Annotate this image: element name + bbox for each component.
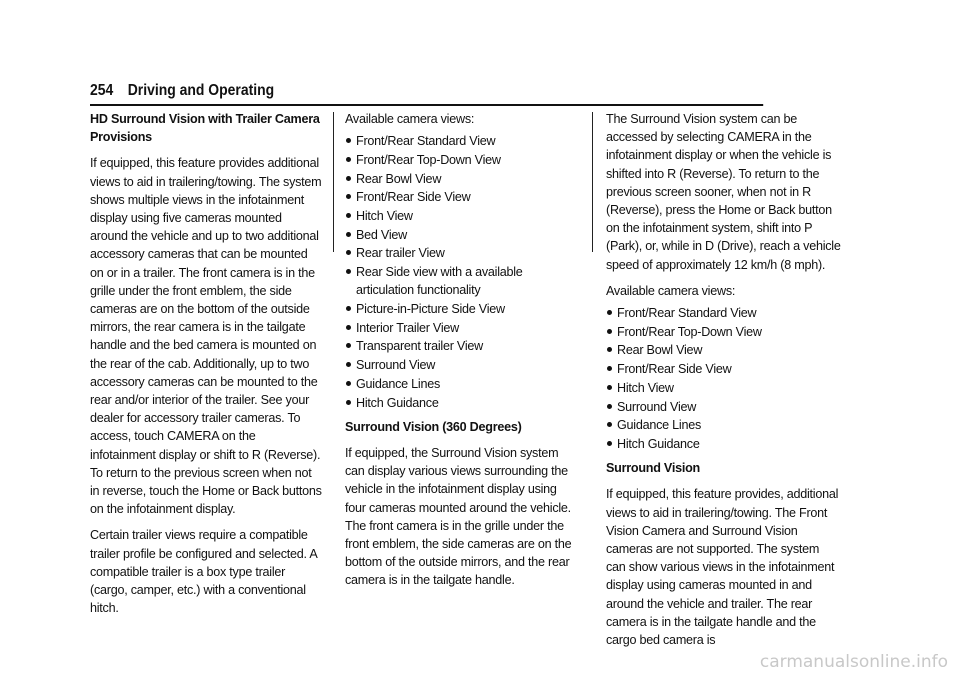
list-item: Front/Rear Side View [345,188,577,206]
list-item: Surround View [606,398,841,416]
list-item: Rear Bowl View [606,341,841,359]
section-title: Driving and Operating [127,82,275,99]
camera-views-list [606,304,841,453]
paragraph: The Surround Vision system can be accessed by selecting CAMERA in the infotainment display or when the vehicle is shifted into R (Reverse). To return to the previous screen sooner, when not in R (Reverse), press the Home or Back button on the infotainment system, shift into P (Park), or, while in D (Drive), reach a vehicle speed of approximately 12 km/h (8 mph). [606,112,841,272]
list-item: Picture-in-Picture Side View [345,300,577,318]
list-item: Rear Side view with a available articulation functionality [345,263,577,299]
section-heading-surround-360: Surround Vision (360 Degrees) [345,419,522,434]
list-item: Guidance Lines [345,375,577,393]
list-item: Hitch View [345,207,577,225]
watermark: carmanualsonline.info [759,652,948,672]
list-item: Front/Rear Top-Down View [345,151,577,169]
list-intro: Available camera views: [345,112,475,126]
list-item: Hitch Guidance [606,435,841,453]
page-header [90,82,763,106]
list-item: Rear Bowl View [345,170,577,188]
list-item: Hitch View [606,379,841,397]
list-item: Front/Rear Standard View [606,304,841,322]
list-item: Interior Trailer View [345,319,577,337]
section-heading-surround-vision: Surround Vision [606,461,700,476]
list-item: Bed View [345,226,577,244]
page-number: 254 [90,82,114,99]
column-2 [345,110,577,598]
column-divider [592,112,593,252]
column-divider [333,112,334,252]
paragraph: Certain trailer views require a compatible trailer profile be configured and selected. A compatible trailer is a box type trailer (cargo, camper, etc.) with a conventional hitch. [90,528,317,616]
list-item: Surround View [345,356,577,374]
list-intro: Available camera views: [606,283,736,298]
camera-views-list [345,132,577,412]
paragraph: If equipped, this feature provides, additional views to aid in trailering/towing. The Front Vision Camera and Surround Vision cameras are not supported. The system can show various views in the infotainment display using cameras mounted in and around the vehicle and trailer. The rear camera is in the tailgate handle and the cargo bed camera is [606,487,839,647]
paragraph: If equipped, this feature provides additional views to aid in trailering/towing. The system shows multiple views in the infotainment display using five cameras mounted around the vehicle and up to two additional accessory cameras that can be mounted on or in a trailer. The front camera is in the grille under the front emblem, the side cameras are on the bottom of the outside mirrors, the rear camera is in the tailgate handle and the bed camera is mounted on the rear of the cab. Additionally, up to two accessory cameras can be mounted to the rear and/or interior of the trailer. See your dealer for accessory trailer cameras. To access, touch CAMERA on the infotainment display or shift to R (Reverse). To return to the previous screen when not in reverse, touch the Home or Back buttons on the infotainment display. [90,156,322,517]
list-item: Transparent trailer View [345,337,577,355]
list-item: Front/Rear Side View [606,360,841,378]
list-item: Guidance Lines [606,416,841,434]
section-heading-hd-surround: HD Surround Vision with Trailer Camera Provisions [90,112,320,145]
paragraph: If equipped, the Surround Vision system can display various views surrounding the vehicle in the infotainment display using four cameras mounted around the vehicle. The front camera is in the grille under the front emblem, the side cameras are on the bottom of the outside mirrors, and the rear camera is in the tailgate handle. [345,445,572,588]
list-item: Front/Rear Standard View [345,132,577,150]
list-item: Hitch Guidance [345,394,577,412]
column-1 [90,110,322,625]
list-item: Rear trailer View [345,244,577,262]
list-item: Front/Rear Top-Down View [606,323,841,341]
column-3 [606,110,841,657]
